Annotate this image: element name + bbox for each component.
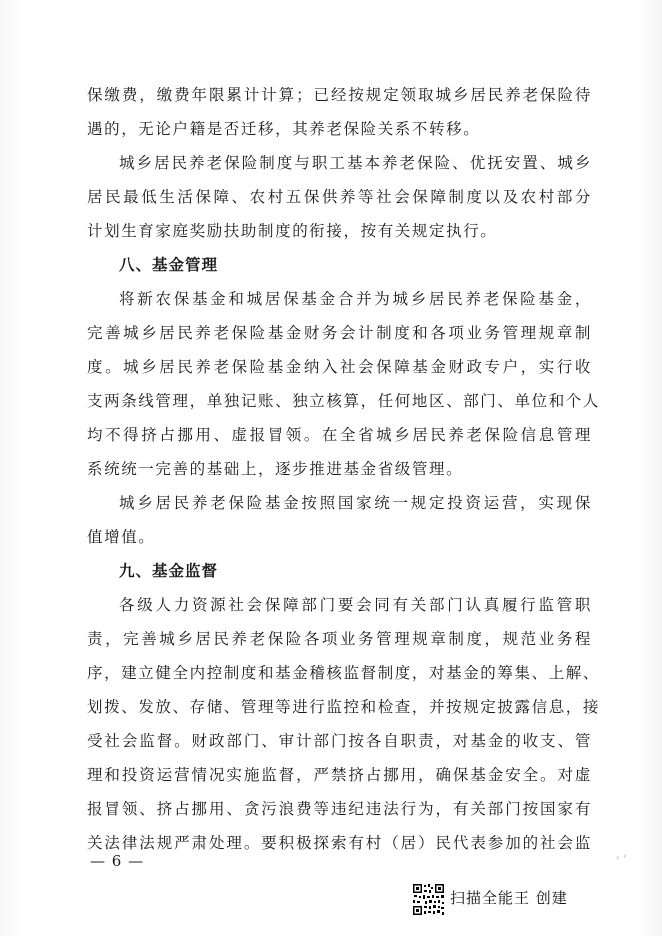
text-line: 将新农保基金和城居保基金合并为城乡居民养老保险基金，: [119, 290, 592, 308]
text-line: 关法律法规严肃处理。要积极探索有村（居）民代表参加的社会监: [87, 834, 592, 852]
text-line: 保缴费，缴费年限累计计算；已经按规定领取城乡居民养老保险待: [87, 86, 592, 104]
text-line: 划拨、发放、存储、管理等进行监控和检查，并按规定披露信息，接: [87, 698, 601, 716]
text-line: 报冒领、挤占挪用、贪污浪费等违纪违法行为，有关部门按国家有: [87, 800, 592, 818]
text-line: 居民最低生活保障、农村五保供养等社会保障制度以及农村部分: [87, 188, 592, 206]
text-line: 系统统一完善的基础上，逐步推进基金省级管理。: [87, 460, 464, 478]
scan-smudge: , ,: [613, 844, 628, 862]
text-line: 各级人力资源社会保障部门要会同有关部门认真履行监管职: [119, 596, 592, 614]
qr-code-icon: [412, 883, 445, 916]
text-line: 计划生育家庭奖励扶助制度的衔接，按有关规定执行。: [87, 222, 498, 240]
text-line: 完善城乡居民养老保险基金财务会计制度和各项业务管理规章制: [87, 324, 592, 342]
text-line: 序，建立健全内控制度和基金稽核监督制度，对基金的筹集、上解、: [87, 664, 601, 682]
page-number: — 6 —: [90, 852, 145, 870]
text-line: 城乡居民养老保险基金按照国家统一规定投资运营，实现保: [119, 494, 592, 512]
text-line: 理和投资运营情况实施监督，严禁挤占挪用，确保基金安全。对虚: [87, 766, 592, 784]
text-line: 均不得挤占挪用、虚报冒领。在全省城乡居民养老保险信息管理: [87, 426, 592, 444]
text-line: 支两条线管理，单独记账、独立核算，任何地区、部门、单位和个人: [87, 392, 601, 410]
text-line: 度。城乡居民养老保险基金纳入社会保障基金财政专户，实行收: [87, 358, 592, 376]
text-line: 城乡居民养老保险制度与职工基本养老保险、优抚安置、城乡: [119, 154, 592, 172]
section-heading: 八、基金管理: [119, 256, 219, 274]
text-line: 受社会监督。财政部门、审计部门按各自职责，对基金的收支、管: [87, 732, 592, 750]
text-line: 遇的，无论户籍是否迁移，其养老保险关系不转移。: [87, 120, 481, 138]
text-line: 责，完善城乡居民养老保险各项业务管理规章制度，规范业务程: [87, 630, 592, 648]
text-line: 值增值。: [87, 528, 156, 546]
section-heading: 九、基金监督: [119, 562, 219, 580]
scanner-watermark: 扫描全能王 创建: [450, 889, 568, 907]
